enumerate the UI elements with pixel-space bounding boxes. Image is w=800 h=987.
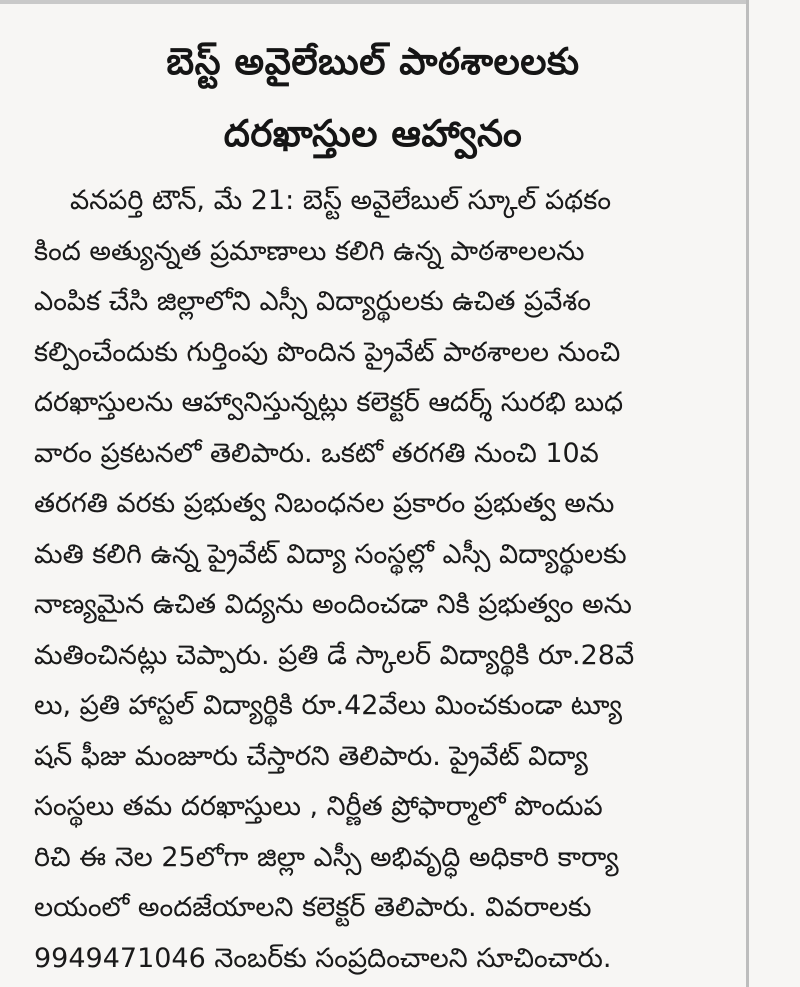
article-body-line: షన్ ఫీజు మంజూరు చేస్తారని తెలిపారు. ప్రైవేట్ విద్యా [34, 740, 588, 772]
article-body-line: సంస్థలు తమ దరఖాస్తులు , నిర్ణీత ప్రోఫార్మాలో పొందుప [34, 791, 603, 822]
article-contact-line: 9949471046 నెంబర్‌కు సంప్రదించాలని సూచించారు. [34, 942, 612, 974]
article-body-line: దరఖాస్తులను ఆహ్వానిస్తున్నట్లు కలెక్టర్ ఆదర్శ్ సురభి బుధ [34, 387, 624, 418]
article-body-line: మతించినట్లు చెప్పారు. ప్రతి డే స్కాలర్ విద్యార్థికి రూ.28వే [34, 639, 635, 671]
article-body-line: వారం ప్రకటనలో తెలిపారు. ఒకటో తరగతి నుంచి 10వ [34, 437, 599, 469]
article-body-line: నాణ్యమైన ఉచిత విద్యను అందించడా నికి ప్రభుత్వం అను [34, 589, 632, 620]
headline-line-2: దరఖాస్తుల ఆహ్వానం [223, 112, 523, 155]
article-body-line: లయంలో అందజేయాలని కలెక్టర్ తెలిపారు. వివరాలకు [34, 892, 592, 923]
headline-line-1: బెస్ట్ అవైలేబుల్ పాఠశాలలకు [166, 40, 580, 83]
article-body-line: లు, ప్రతి హాస్టల్ విద్యార్థికి రూ.42వేలు మించకుండా ట్యూ [34, 690, 622, 721]
article-body-line: కింద అత్యున్నత ప్రమాణాలు కలిగి ఉన్న పాఠశాలలను [34, 235, 585, 267]
article-body-line: తరగతి వరకు ప్రభుత్వ నిబంధనల ప్రకారం ప్రభుత్వ అను [34, 488, 615, 519]
article-body-line: ఎంపిక చేసి జిల్లాలోని ఎస్సీ విద్యార్థులకు ఉచిత ప్రవేశం [34, 286, 591, 317]
article-body-line: కల్పించేందుకు గుర్తింపు పొందిన ప్రైవేట్ పాఠశాలల నుంచి [34, 336, 621, 368]
article-body-line: రిచి ఈ నెల 25లోగా జిల్లా ఎస్సీ అభివృద్ధి అధికారి కార్యా [34, 841, 619, 873]
article [0, 4, 746, 987]
right-border-rule [746, 0, 749, 987]
article-dateline-line: వనపర్తి టౌన్, మే 21: బెస్ట్ అవైలేబుల్ స్కూల్ పథకం [70, 185, 612, 216]
article-body-line: మతి కలిగి ఉన్న ప్రైవేట్ విద్యా సంస్థల్లో ఎస్సీ విద్యార్థులకు [34, 538, 627, 570]
article-body [0, 176, 746, 984]
